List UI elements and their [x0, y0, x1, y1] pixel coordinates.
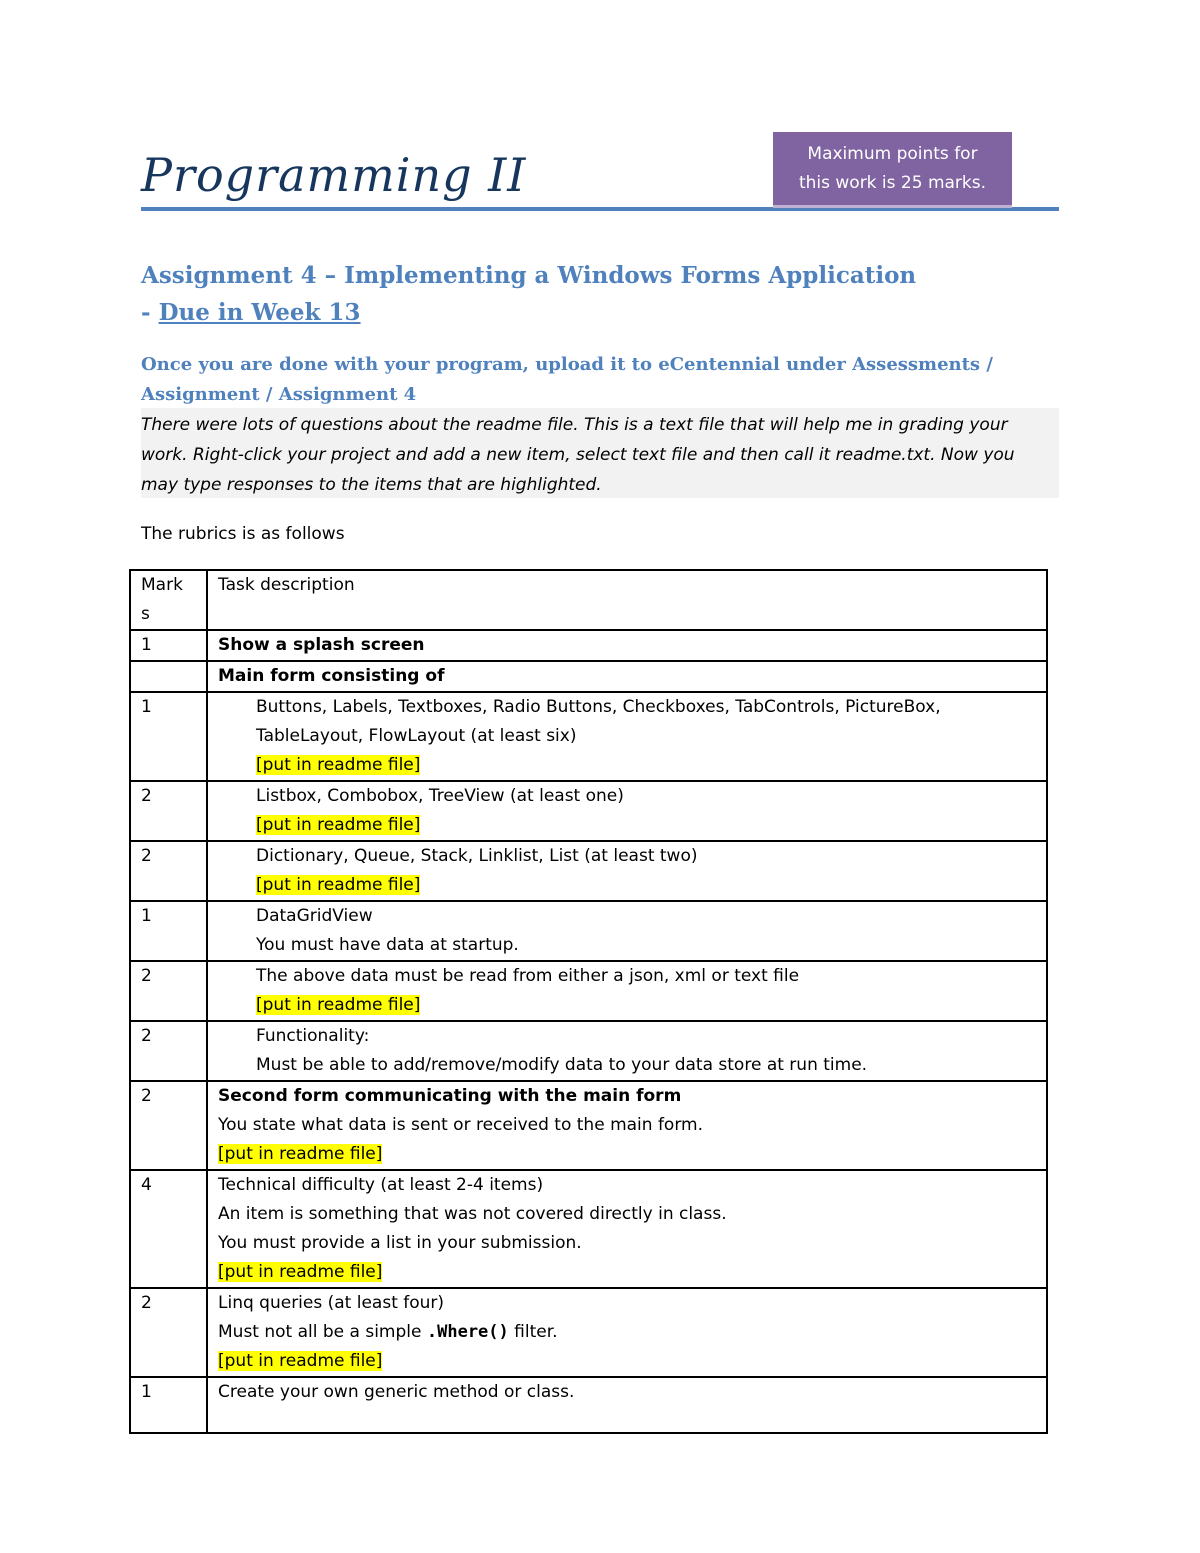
- mark-cell: [130, 1288, 207, 1377]
- rubric-row: [130, 630, 1047, 661]
- mark-value: 2: [141, 846, 152, 866]
- task-cell: [207, 961, 1047, 1021]
- mark-value: 1: [141, 906, 152, 926]
- task-cell: [207, 901, 1047, 961]
- task-line: [218, 662, 1046, 691]
- rubric-row: [130, 661, 1047, 692]
- mark-cell: [130, 630, 207, 661]
- max-points-callout: [773, 132, 1012, 205]
- task-line: [218, 722, 1046, 751]
- task-text: Second form communicating with the main form: [218, 1086, 682, 1106]
- mark-cell: [130, 1021, 207, 1081]
- rubric-row: [130, 781, 1047, 841]
- task-text: You must have data at startup.: [256, 935, 519, 955]
- task-cell: [207, 841, 1047, 901]
- rubric-row: [130, 961, 1047, 1021]
- task-text: Listbox, Combobox, TreeView (at least one): [256, 786, 624, 806]
- task-text: You state what data is sent or received to the main form.: [218, 1115, 703, 1135]
- rubric-table: [129, 569, 1048, 1434]
- task-cell: [207, 1288, 1047, 1377]
- task-cell: [207, 661, 1047, 692]
- task-text: Technical difficulty (at least 2-4 items): [218, 1175, 544, 1195]
- task-text: Main form consisting of: [218, 666, 445, 686]
- task-line: [218, 751, 1046, 780]
- mark-cell: [130, 1170, 207, 1288]
- mark-cell: [130, 1081, 207, 1170]
- task-text: Show a splash screen: [218, 635, 425, 655]
- task-cell: [207, 1081, 1047, 1170]
- rubric-row: [130, 692, 1047, 781]
- readme-highlight: [put in readme file]: [218, 1144, 383, 1164]
- task-line: [218, 1051, 1046, 1080]
- max-points-line: this work is 25 marks.: [798, 172, 987, 193]
- rubric-row: [130, 841, 1047, 901]
- due-date: Due in Week 13: [158, 299, 361, 326]
- rubric-row: [130, 901, 1047, 961]
- rubric-row: [130, 1288, 1047, 1377]
- rubric-row: [130, 1081, 1047, 1170]
- task-line: [218, 782, 1046, 811]
- task-cell: [207, 630, 1047, 661]
- task-line: [218, 693, 1046, 722]
- rubric-row: [130, 1170, 1047, 1288]
- task-line: [218, 1289, 1046, 1318]
- readme-highlight: [put in readme file]: [218, 1262, 383, 1282]
- task-text: Buttons, Labels, Textboxes, Radio Buttons, Checkboxes, TabControls, PictureBox,: [256, 697, 941, 717]
- task-line: [218, 631, 1046, 660]
- task-cell: [207, 1170, 1047, 1288]
- document-title: Programming II: [141, 148, 527, 202]
- readme-highlight: [put in readme file]: [256, 875, 421, 895]
- task-text: Linq queries (at least four): [218, 1293, 445, 1313]
- rubric-row: [130, 1377, 1047, 1433]
- task-line: [218, 1082, 1046, 1111]
- task-cell: [207, 1377, 1047, 1433]
- upload-instructions: [141, 350, 1041, 410]
- task-line: [218, 1200, 1046, 1229]
- task-text: The above data must be read from either a json, xml or text file: [256, 966, 800, 986]
- mark-cell: [130, 692, 207, 781]
- mark-cell: [130, 841, 207, 901]
- readme-highlight: [put in readme file]: [256, 815, 421, 835]
- mark-value: 2: [141, 1086, 152, 1106]
- task-line: [218, 902, 1046, 931]
- task-cell: [207, 781, 1047, 841]
- task-line: [218, 871, 1046, 900]
- task-line: [218, 931, 1046, 960]
- task-line: [218, 1347, 1046, 1376]
- task-text: An item is something that was not covered directly in class.: [218, 1204, 727, 1224]
- task-line: [218, 811, 1046, 840]
- task-line: [218, 991, 1046, 1020]
- task-text: Create your own generic method or class.: [218, 1382, 575, 1402]
- task-line: [218, 1022, 1046, 1051]
- task-text: Must not all be a simple: [218, 1322, 427, 1342]
- rubric-row: [130, 1021, 1047, 1081]
- readme-note-line: There were lots of questions about the readme file. This is a text file that will help me in grading your: [141, 415, 1008, 435]
- max-points-line: Maximum points for: [807, 143, 978, 164]
- upload-line: Assignment / Assignment 4: [141, 384, 417, 405]
- readme-highlight: [put in readme file]: [218, 1351, 383, 1371]
- mark-cell: [130, 901, 207, 961]
- rubric-header-row: [130, 570, 1047, 630]
- task-line: [218, 1111, 1046, 1140]
- task-text: Functionality:: [256, 1026, 370, 1046]
- readme-note: [141, 408, 1059, 498]
- due-prefix: -: [141, 299, 159, 326]
- code-snippet: .Where(): [426, 1322, 509, 1342]
- title-underline: [141, 207, 1059, 211]
- marks-header: Marks: [141, 575, 183, 624]
- assignment-heading: [141, 257, 916, 331]
- task-line: [218, 1229, 1046, 1258]
- readme-highlight: [put in readme file]: [256, 755, 421, 775]
- mark-value: 2: [141, 786, 152, 806]
- assignment-title: Assignment 4 – Implementing a Windows Forms Application: [141, 262, 917, 289]
- marks-header-cell: [130, 570, 207, 630]
- mark-value: 2: [141, 1026, 152, 1046]
- task-text: You must provide a list in your submission.: [218, 1233, 582, 1253]
- mark-cell: [130, 1377, 207, 1433]
- task-header-cell: [207, 570, 1047, 630]
- mark-cell: [130, 781, 207, 841]
- readme-highlight: [put in readme file]: [256, 995, 421, 1015]
- rubric-body: [130, 570, 1047, 1433]
- mark-value: 1: [141, 697, 152, 717]
- task-line: [218, 842, 1046, 871]
- upload-line: Once you are done with your program, upload it to eCentennial under Assessments /: [141, 354, 993, 375]
- task-cell: [207, 692, 1047, 781]
- task-text: DataGridView: [256, 906, 373, 926]
- mark-value: 1: [141, 635, 152, 655]
- task-text: Must be able to add/remove/modify data to your data store at run time.: [256, 1055, 868, 1075]
- task-line: [218, 1378, 1046, 1407]
- task-text: filter.: [508, 1322, 558, 1342]
- mark-cell: [130, 661, 207, 692]
- readme-note-line: work. Right-click your project and add a new item, select text file and then call it readme.txt. Now you: [141, 445, 1015, 465]
- rubric-intro: The rubrics is as follows: [141, 524, 345, 544]
- mark-value: 2: [141, 1293, 152, 1313]
- task-cell: [207, 1021, 1047, 1081]
- task-text: Dictionary, Queue, Stack, Linklist, List (at least two): [256, 846, 698, 866]
- mark-value: 4: [141, 1175, 152, 1195]
- task-header: Task description: [218, 575, 355, 595]
- readme-note-line: may type responses to the items that are highlighted.: [141, 475, 602, 495]
- task-line: [218, 1318, 1046, 1347]
- mark-value: 2: [141, 966, 152, 986]
- mark-value: 1: [141, 1382, 152, 1402]
- task-line: [218, 962, 1046, 991]
- task-line: [218, 1140, 1046, 1169]
- task-text: TableLayout, FlowLayout (at least six): [256, 726, 577, 746]
- mark-cell: [130, 961, 207, 1021]
- task-line: [218, 1258, 1046, 1287]
- task-line: [218, 1171, 1046, 1200]
